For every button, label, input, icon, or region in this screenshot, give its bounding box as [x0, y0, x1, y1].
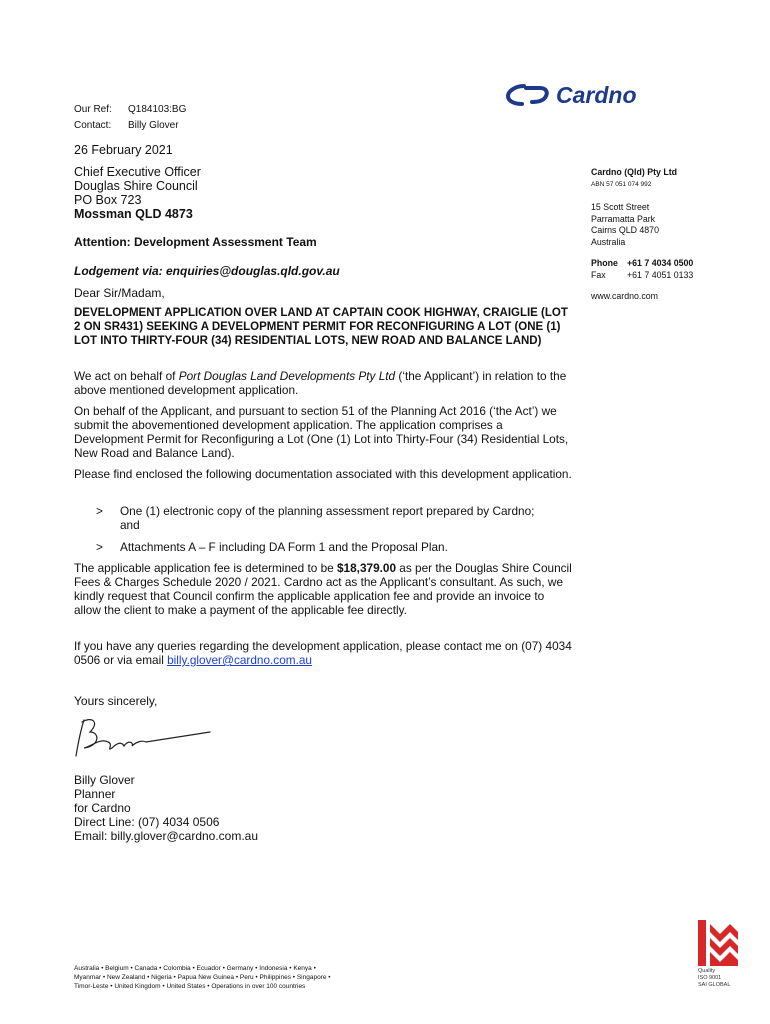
paragraph-1 — [74, 369, 574, 397]
recipient-line-1: Chief Executive Officer — [74, 165, 201, 179]
signatory-title: Planner — [74, 787, 116, 801]
attention-line: Attention: Development Assessment Team — [74, 235, 317, 249]
fax-value: +61 7 4051 0133 — [627, 269, 694, 280]
paragraph-1-b: (‘the Applicant’) in relation to the above mentioned development application. — [74, 369, 567, 397]
reference-block — [74, 102, 186, 134]
signatory-name: Billy Glover — [74, 773, 135, 787]
cert-line-1: Quality — [698, 968, 716, 974]
paragraph-5 — [74, 639, 574, 667]
bullet-text-2: Attachments A – F including DA Form 1 and the Proposal Plan. — [120, 540, 448, 554]
paragraph-4-b: as per the Douglas Shire Council Fees & Charges Schedule 2020 / 2021. Cardno act as the Applicant’s consultant. As such, we kindly request that Council confirm the applicable application fee and provide an invoice to allow the client to make a payment of the applicable fee directly. — [74, 561, 572, 617]
fax-label: Fax — [591, 269, 606, 280]
logo-text: Cardno — [556, 82, 637, 108]
subject-heading: DEVELOPMENT APPLICATION OVER LAND AT CAPTAIN COOK HIGHWAY, CRAIGLIE (LOT 2 ON SR431) SEEKING A DEVELOPMENT PERMIT FOR RECONFIGURING A LOT (ONE (1) LOT INTO THIRTY-FOUR (34) RESIDENTIAL LOTS, NEW ROAD AND BALANCE LAND) — [74, 307, 568, 347]
recipient-line-2: Douglas Shire Council — [74, 179, 198, 193]
our-ref-label: Our Ref: — [74, 104, 112, 115]
signature-block — [74, 773, 258, 843]
recipient-line-3: PO Box 723 — [74, 193, 142, 207]
letter-date: 26 February 2021 — [74, 143, 173, 157]
contact-label: Contact: — [74, 120, 112, 131]
footer-line-2: Myanmar • New Zealand • Nigeria • Papua New Guinea • Peru • Philippines • Singapore • — [74, 974, 331, 981]
certification-text — [698, 968, 730, 989]
list-item — [96, 540, 546, 556]
cert-line-2: ISO 9001 — [698, 975, 722, 981]
footer-line-1: Australia • Belgium • Canada • Colombia • Ecuador • Germany • Indonesia • Kenya • — [74, 965, 316, 972]
phone-value: +61 7 4034 0500 — [627, 258, 694, 268]
contact-value: Billy Glover — [128, 120, 179, 131]
closing: Yours sincerely, — [74, 694, 158, 708]
applicant-company: Port Douglas Land Developments Pty Ltd — [178, 369, 396, 383]
application-fee: $18,379.00 — [336, 561, 397, 575]
phone-label: Phone — [591, 258, 618, 268]
footer-countries — [74, 964, 394, 991]
signature-image — [70, 712, 215, 764]
recipient-address — [74, 165, 201, 221]
bullet-marker: > — [96, 540, 103, 554]
cardno-logo — [504, 80, 702, 110]
company-suburb: Parramatta Park — [591, 213, 656, 224]
paragraph-3: Please find enclosed the following documentation associated with this development application. — [74, 467, 572, 481]
company-city: Cairns QLD 4870 — [591, 225, 659, 235]
company-details — [591, 167, 741, 303]
paragraph-2: On behalf of the Applicant, and pursuant to section 51 of the Planning Act 2016 (‘the Act’) we submit the abovementioned development application. The application comprises a Development Permit for Reconfiguring a Lot (One (1) Lot into Thirty-Four (34) Residential Lots, New Road and Balance Land). — [74, 404, 569, 460]
email-link[interactable]: billy.glover@cardno.com.au — [167, 653, 312, 667]
signatory-direct-line: Direct Line: (07) 4034 0506 — [74, 815, 220, 829]
bullet-marker: > — [96, 504, 103, 518]
bullet-text-1: One (1) electronic copy of the planning assessment report prepared by Cardno; and — [120, 504, 535, 532]
signatory-email: Email: billy.glover@cardno.com.au — [74, 829, 259, 843]
company-street: 15 Scott Street — [591, 202, 650, 212]
paragraph-5-a: If you have any queries regarding the development application, please contact me on (07) 4034 0506 or via email — [74, 639, 572, 667]
company-country: Australia — [591, 236, 626, 247]
salutation: Dear Sir/Madam, — [74, 286, 165, 300]
signatory-company: for Cardno — [74, 801, 131, 815]
company-name: Cardno (Qld) Pty Ltd — [591, 167, 678, 177]
lodgement-line: Lodgement via: enquiries@douglas.qld.gov.au — [74, 264, 340, 278]
cert-line-3: SAI GLOBAL — [698, 982, 731, 988]
list-item — [96, 504, 546, 534]
paragraph-4 — [74, 561, 574, 617]
company-abn: ABN 57 051 074 992 — [591, 180, 652, 188]
company-website[interactable]: www.cardno.com — [591, 291, 658, 301]
footer-line-3: Timor-Leste • United Kingdom • United States • Operations in over 100 countries — [74, 983, 306, 990]
our-ref-value: Q184103:BG — [128, 104, 187, 115]
paragraph-4-a: The applicable application fee is determined to be — [74, 561, 337, 575]
recipient-line-4: Mossman QLD 4873 — [74, 207, 193, 221]
paragraph-1-a: We act on behalf of — [74, 369, 179, 383]
